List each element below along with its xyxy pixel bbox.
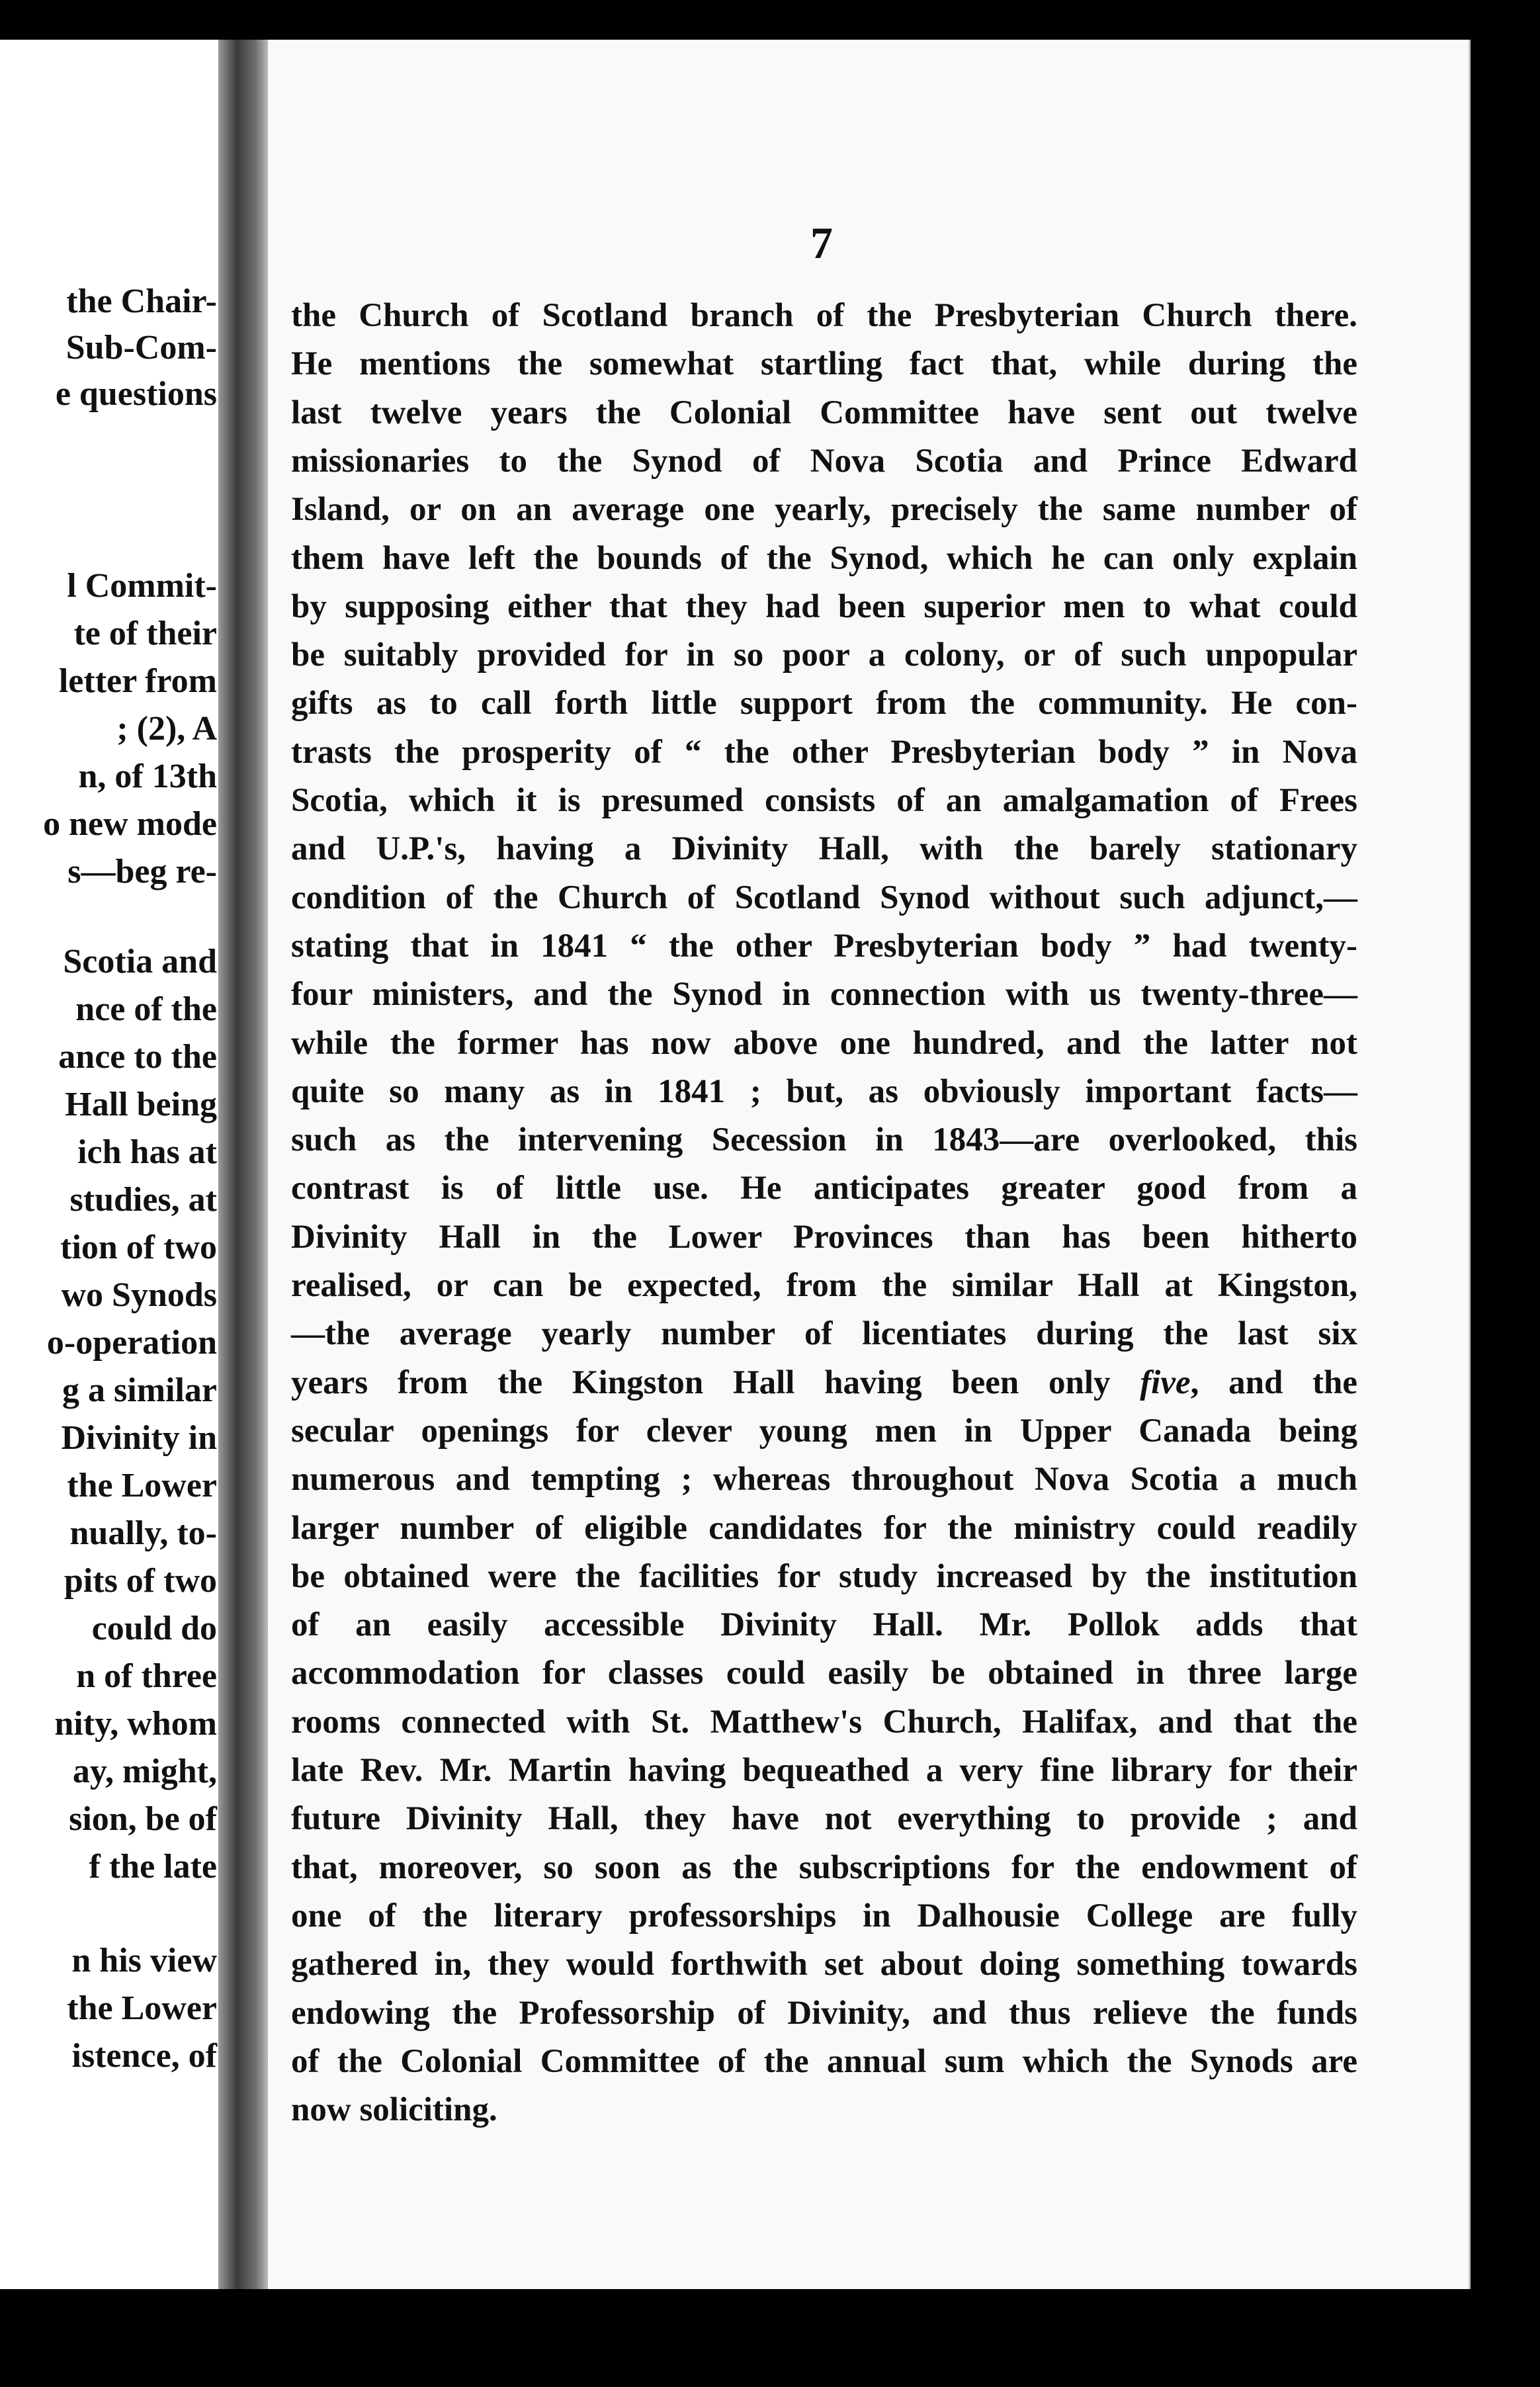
body-line: them have left the bounds of the Synod, which he can only explain <box>291 540 1357 577</box>
body-line: condition of the Church of Scotland Synod without such adjunct,— <box>291 879 1357 916</box>
facing-page-line: Sub-Com- <box>65 329 217 367</box>
body-line: He mentions the somewhat startling fact that, while during the <box>291 345 1357 382</box>
body-line: endowing the Professorship of Divinity, and thus relieve the funds <box>291 1995 1357 2032</box>
page-number: 7 <box>810 218 833 268</box>
facing-page-line: wo Synods <box>61 1276 217 1314</box>
body-line: of an easily accessible Divinity Hall. Mr. Pollok adds that <box>291 1606 1357 1643</box>
facing-page-line: ich has at <box>77 1133 217 1171</box>
body-line: —the average yearly number of licentiates during the last six <box>291 1315 1357 1352</box>
facing-page-line: tion of two <box>60 1229 217 1266</box>
body-line: by supposing either that they had been superior men to what could <box>291 588 1357 625</box>
body-line: larger number of eligible candidates for the ministry could readily <box>291 1510 1357 1547</box>
emphasis: five <box>1140 1364 1191 1401</box>
body-line: such as the intervening Secession in 1843—are overlooked, this <box>291 1121 1357 1158</box>
facing-page-line: f the late <box>89 1848 217 1886</box>
body-line: that, moreover, so soon as the subscriptions for the endowment of <box>291 1849 1357 1886</box>
facing-page-line: letter from <box>58 662 217 700</box>
facing-page-line: Divinity in <box>61 1419 217 1457</box>
body-line: contrast is of little use. He anticipates greater good from a <box>291 1170 1357 1207</box>
body-line: the Church of Scotland branch of the Presbyterian Church there. <box>291 297 1357 334</box>
facing-page-line: sion, be of <box>69 1800 217 1838</box>
body-line: one of the literary professorships in Dalhousie College are fully <box>291 1897 1357 1934</box>
body-line: four ministers, and the Synod in connection with us twenty-three— <box>291 976 1357 1013</box>
body-line: Scotia, which it is presumed consists of an amalgamation of Frees <box>291 782 1357 819</box>
facing-page-line: n, of 13th <box>78 758 217 795</box>
facing-page-line: g a similar <box>62 1371 217 1409</box>
facing-page-line: nually, to- <box>69 1514 217 1552</box>
facing-page-line: Hall being <box>65 1086 217 1123</box>
facing-page-line: e questions <box>55 375 217 413</box>
body-line: last twelve years the Colonial Committee have sent out twelve <box>291 394 1357 431</box>
body-line: missionaries to the Synod of Nova Scotia and Prince Edward <box>291 443 1357 480</box>
body-line: be obtained were the facilities for study increased by the institution <box>291 1558 1357 1595</box>
body-line: quite so many as in 1841 ; but, as obviously important facts— <box>291 1073 1357 1110</box>
facing-page-line: ance to the <box>58 1038 217 1076</box>
body-line: and U.P.'s, having a Divinity Hall, with the barely stationary <box>291 830 1357 867</box>
book-gutter <box>218 40 271 2289</box>
facing-page-line: studies, at <box>69 1181 217 1219</box>
facing-page-line: could do <box>91 1610 217 1647</box>
body-line: stating that in 1841 “ the other Presbyterian body ” had twenty- <box>291 928 1357 965</box>
facing-page-line: Scotia and <box>63 943 217 980</box>
body-line: accommodation for classes could easily be obtained in three large <box>291 1655 1357 1692</box>
body-line: future Divinity Hall, they have not everything to provide ; and <box>291 1800 1357 1837</box>
facing-page-line: ; (2), A <box>116 710 217 748</box>
facing-page-line: o new mode <box>43 805 217 843</box>
facing-page-line: pits of two <box>64 1562 217 1600</box>
facing-page-line: o-operation <box>46 1324 217 1362</box>
facing-page-line: s—beg re- <box>67 853 217 890</box>
body-line: numerous and tempting ; whereas throughout Nova Scotia a much <box>291 1461 1357 1498</box>
facing-page-line: nce of the <box>75 990 217 1028</box>
body-line: rooms connected with St. Matthew's Church, Halifax, and that the <box>291 1704 1357 1741</box>
body-line: secular openings for clever young men in Upper Canada being <box>291 1412 1357 1450</box>
body-line: now soliciting. <box>291 2091 497 2128</box>
body-line: Island, or on an average one yearly, precisely the same number of <box>291 491 1357 528</box>
body-line: Divinity Hall in the Lower Provinces than has been hitherto <box>291 1219 1357 1256</box>
body-line: gathered in, they would forthwith set about doing something towards <box>291 1946 1357 1983</box>
facing-page-line: te of their <box>73 615 217 652</box>
body-line: gifts as to call forth little support from the community. He con- <box>291 685 1357 722</box>
facing-page-line: n his view <box>71 1942 217 1979</box>
facing-page-line: ay, might, <box>72 1753 217 1790</box>
body-line: trasts the prosperity of “ the other Presbyterian body ” in Nova <box>291 734 1357 771</box>
facing-page-line: nity, whom <box>54 1705 217 1743</box>
body-line: years from the Kingston Hall having been only five, and the <box>291 1364 1357 1401</box>
facing-page-fragment <box>0 40 225 2289</box>
facing-page-line: the Lower <box>67 1989 217 2027</box>
body-line: realised, or can be expected, from the similar Hall at Kingston, <box>291 1267 1357 1304</box>
body-line: while the former has now above one hundred, and the latter not <box>291 1025 1357 1062</box>
facing-page-line: istence, of <box>71 2037 217 2075</box>
facing-page-line: l Commit- <box>67 567 217 605</box>
body-line: be suitably provided for in so poor a colony, or of such unpopular <box>291 636 1357 673</box>
body-line: late Rev. Mr. Martin having bequeathed a very fine library for their <box>291 1752 1357 1789</box>
facing-page-line: the Chair- <box>66 282 217 320</box>
facing-page-line: n of three <box>76 1657 217 1695</box>
body-line: of the Colonial Committee of the annual sum which the Synods are <box>291 2043 1357 2080</box>
facing-page-line: the Lower <box>67 1467 217 1504</box>
